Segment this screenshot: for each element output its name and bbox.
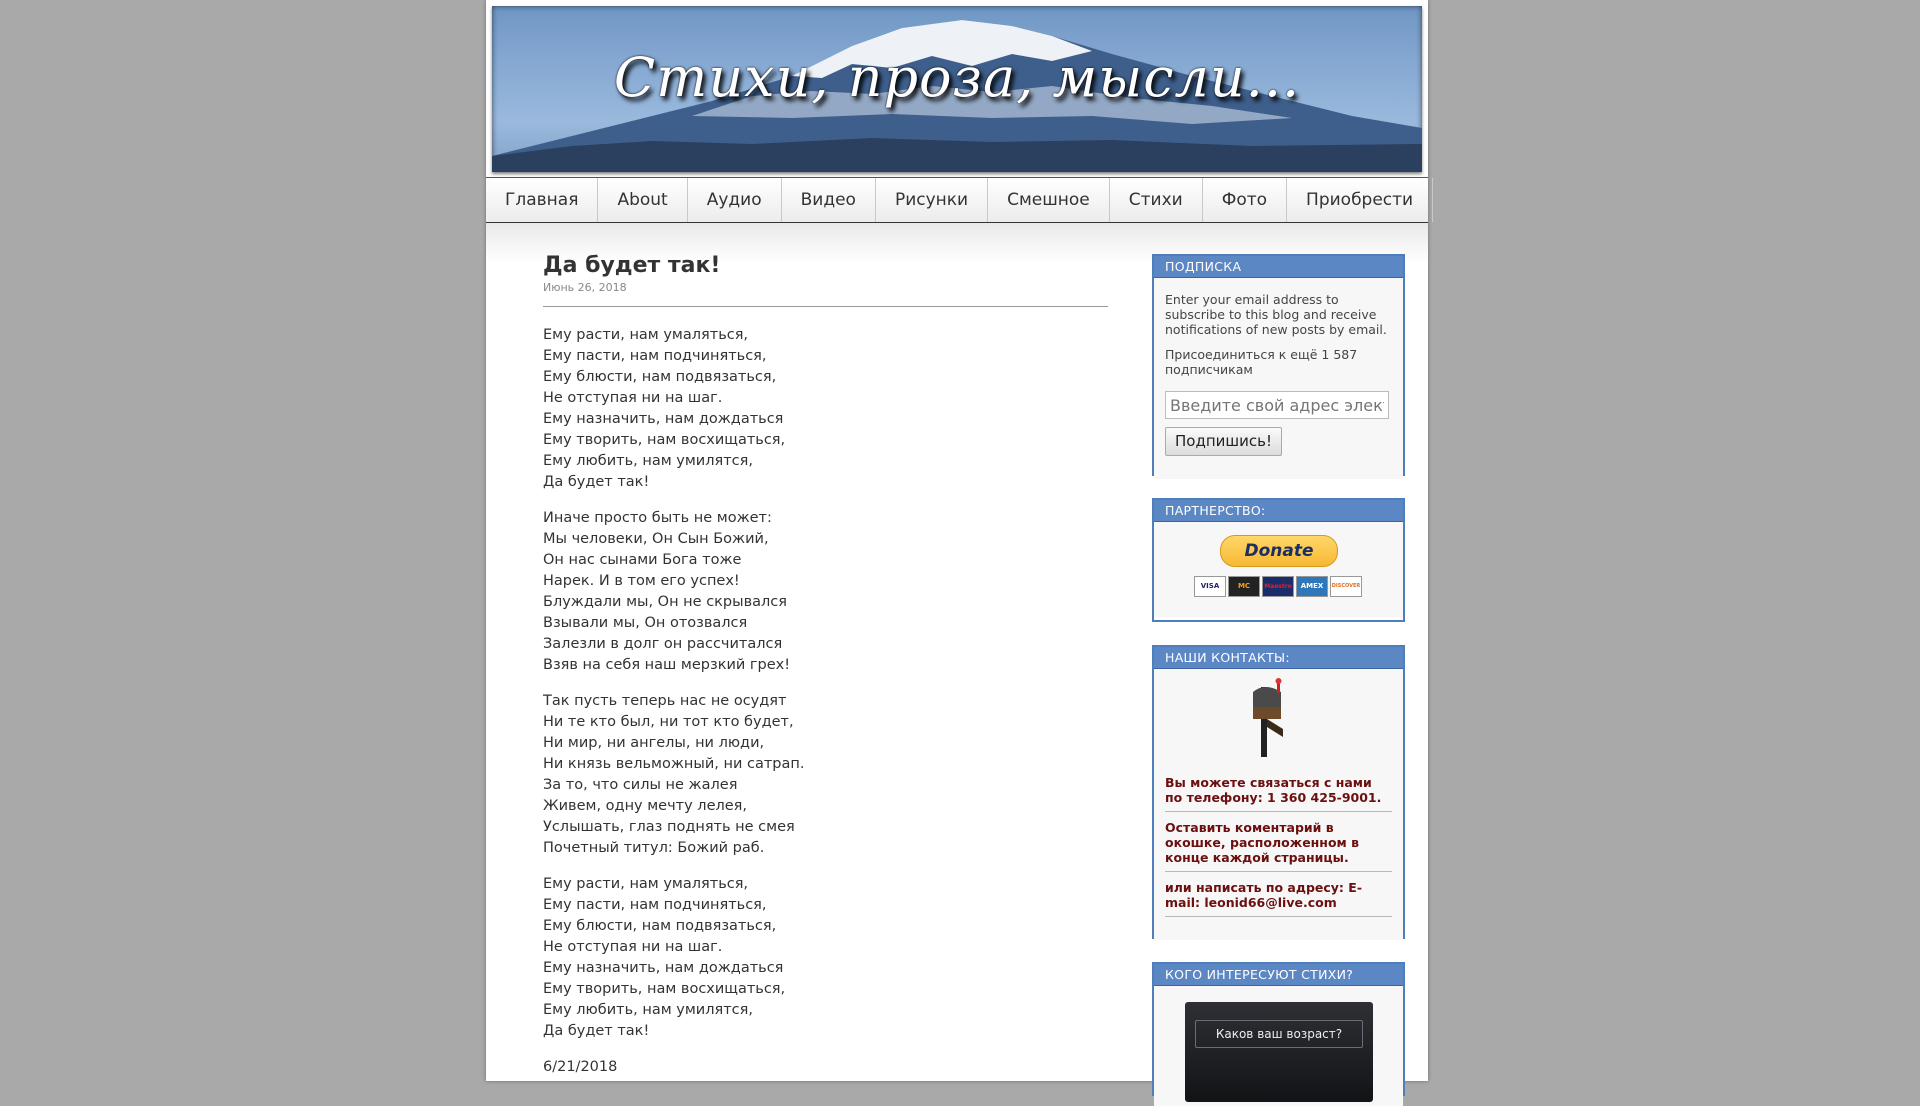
email-field[interactable]	[1165, 391, 1389, 419]
poem-line: Почетный титул: Божий раб.	[543, 840, 765, 856]
amex-card-icon: AMEX	[1296, 576, 1328, 597]
poem-line: Ему расти, нам умаляться,	[543, 327, 749, 343]
poem-line: Ему любить, нам умилятся,	[543, 453, 753, 469]
subscriber-count: Присоединиться к ещё 1 587 подписчикам	[1165, 347, 1358, 377]
poem-line: Взывали мы, Он отозвался	[543, 615, 748, 631]
stanza	[543, 508, 1108, 676]
poll-widget	[1152, 962, 1405, 1096]
poem-line: Ему пасти, нам подчиняться,	[543, 897, 767, 913]
poem-line: Живем, одну мечту лелея,	[543, 798, 748, 814]
poem-line: За то, что силы не жалея	[543, 777, 738, 793]
poem-line: Ему блюсти, нам подвязаться,	[543, 369, 777, 385]
post-divider	[543, 306, 1108, 307]
widget-title: КОГО ИНТЕРЕСУЮТ СТИХИ?	[1154, 964, 1403, 985]
poem-line: Так пусть теперь нас не осудят	[543, 693, 787, 709]
poem-line: Ему блюсти, нам подвязаться,	[543, 918, 777, 934]
mailbox-icon	[1165, 677, 1391, 767]
post	[543, 252, 1108, 1078]
stanza	[543, 691, 1108, 859]
poem-line: Нарек. И в том его успех!	[543, 573, 740, 589]
nav-item-drawings[interactable]: Рисунки	[876, 178, 988, 222]
poem-line: Ему любить, нам умилятся,	[543, 1002, 753, 1018]
widget-title: ПАРТНЕРСТВО:	[1154, 500, 1403, 521]
poem-line: Ему творить, нам восхищаться,	[543, 432, 786, 448]
poem-line: Он нас сынами Бога тоже	[543, 552, 742, 568]
discover-card-icon: DISCOVER	[1330, 576, 1362, 597]
poem-line: Ему расти, нам умаляться,	[543, 876, 749, 892]
nav-item-poems[interactable]: Стихи	[1110, 178, 1203, 222]
poem-line: Ему назначить, нам дождаться	[543, 411, 784, 427]
poem-line: Ни те кто был, ни тот кто будет,	[543, 714, 794, 730]
poem-line: Ни мир, ни ангелы, ни люди,	[543, 735, 765, 751]
widget-body	[1154, 277, 1403, 479]
maestro-card-icon: Maestro	[1262, 576, 1294, 597]
poem-line: Да будет так!	[543, 1023, 650, 1039]
widget-title: НАШИ КОНТАКТЫ:	[1154, 647, 1403, 668]
nav-item-home[interactable]: Главная	[486, 178, 598, 222]
header-banner[interactable]	[492, 6, 1422, 172]
poem-line: Ему назначить, нам дождаться	[543, 960, 784, 976]
widget-body	[1154, 521, 1403, 617]
contacts-widget	[1152, 645, 1405, 939]
nav-item-buy[interactable]: Приобрести	[1287, 178, 1433, 222]
contact-comment: Оставить коментарий в окошке, расположенном в конце каждой страницы.	[1165, 816, 1392, 872]
poem-line: Блуждали мы, Он не скрывался	[543, 594, 787, 610]
nav-item-funny[interactable]: Смешное	[988, 178, 1110, 222]
widget-body	[1154, 668, 1403, 940]
poem-line: Не отступая ни на шаг.	[543, 939, 723, 955]
page	[486, 0, 1428, 1081]
main-nav	[486, 177, 1428, 224]
nav-item-video[interactable]: Видео	[782, 178, 876, 222]
poem-line: Мы человеки, Он Сын Божий,	[543, 531, 769, 547]
visa-card-icon: VISA	[1194, 576, 1226, 597]
post-date: Июнь 26, 2018	[543, 281, 627, 294]
poll-question[interactable]: Каков ваш возраст?	[1195, 1020, 1363, 1048]
poem-line: Взяв на себя наш мерзкий грех!	[543, 657, 791, 673]
post-footer-date: 6/21/2018	[543, 1059, 618, 1075]
nav-item-about[interactable]: About	[598, 178, 687, 222]
nav-item-photo[interactable]: Фото	[1203, 178, 1287, 222]
poem-line: Залезли в долг он рассчитался	[543, 636, 783, 652]
stanza	[543, 874, 1108, 1042]
widget-body	[1154, 985, 1403, 1106]
subscribe-button[interactable]: Подпишись!	[1165, 427, 1282, 456]
nav-item-audio[interactable]: Аудио	[688, 178, 782, 222]
poem-line: Ни князь вельможный, ни сатрап.	[543, 756, 805, 772]
poll-box	[1185, 1002, 1373, 1102]
contact-email[interactable]: или написать по адресу: E-mail: leonid66@live.com	[1165, 876, 1392, 917]
poem-line: Да будет так!	[543, 474, 650, 490]
partner-widget	[1152, 498, 1405, 622]
poem-line: Не отступая ни на шаг.	[543, 390, 723, 406]
subscribe-widget	[1152, 254, 1405, 476]
poem-line: Иначе просто быть не может:	[543, 510, 772, 526]
post-title[interactable]: Да будет так!	[543, 253, 721, 278]
poem-line: Услышать, глаз поднять не смея	[543, 819, 795, 835]
stanza	[543, 325, 1108, 493]
mastercard-icon: MC	[1228, 576, 1260, 597]
subscribe-description: Enter your email address to subscribe to this blog and receive notifications of new posts by email.	[1165, 292, 1387, 337]
poem-line: Ему творить, нам восхищаться,	[543, 981, 786, 997]
donate-button[interactable]: Donate	[1220, 535, 1338, 567]
contact-phone: Вы можете связаться с нами по телефону: 1 360 425-9001.	[1165, 771, 1392, 812]
site-title[interactable]: Стихи, проза, мысли...	[613, 46, 1301, 109]
poem-line: Ему пасти, нам подчиняться,	[543, 348, 767, 364]
widget-title: ПОДПИСКА	[1154, 256, 1403, 277]
